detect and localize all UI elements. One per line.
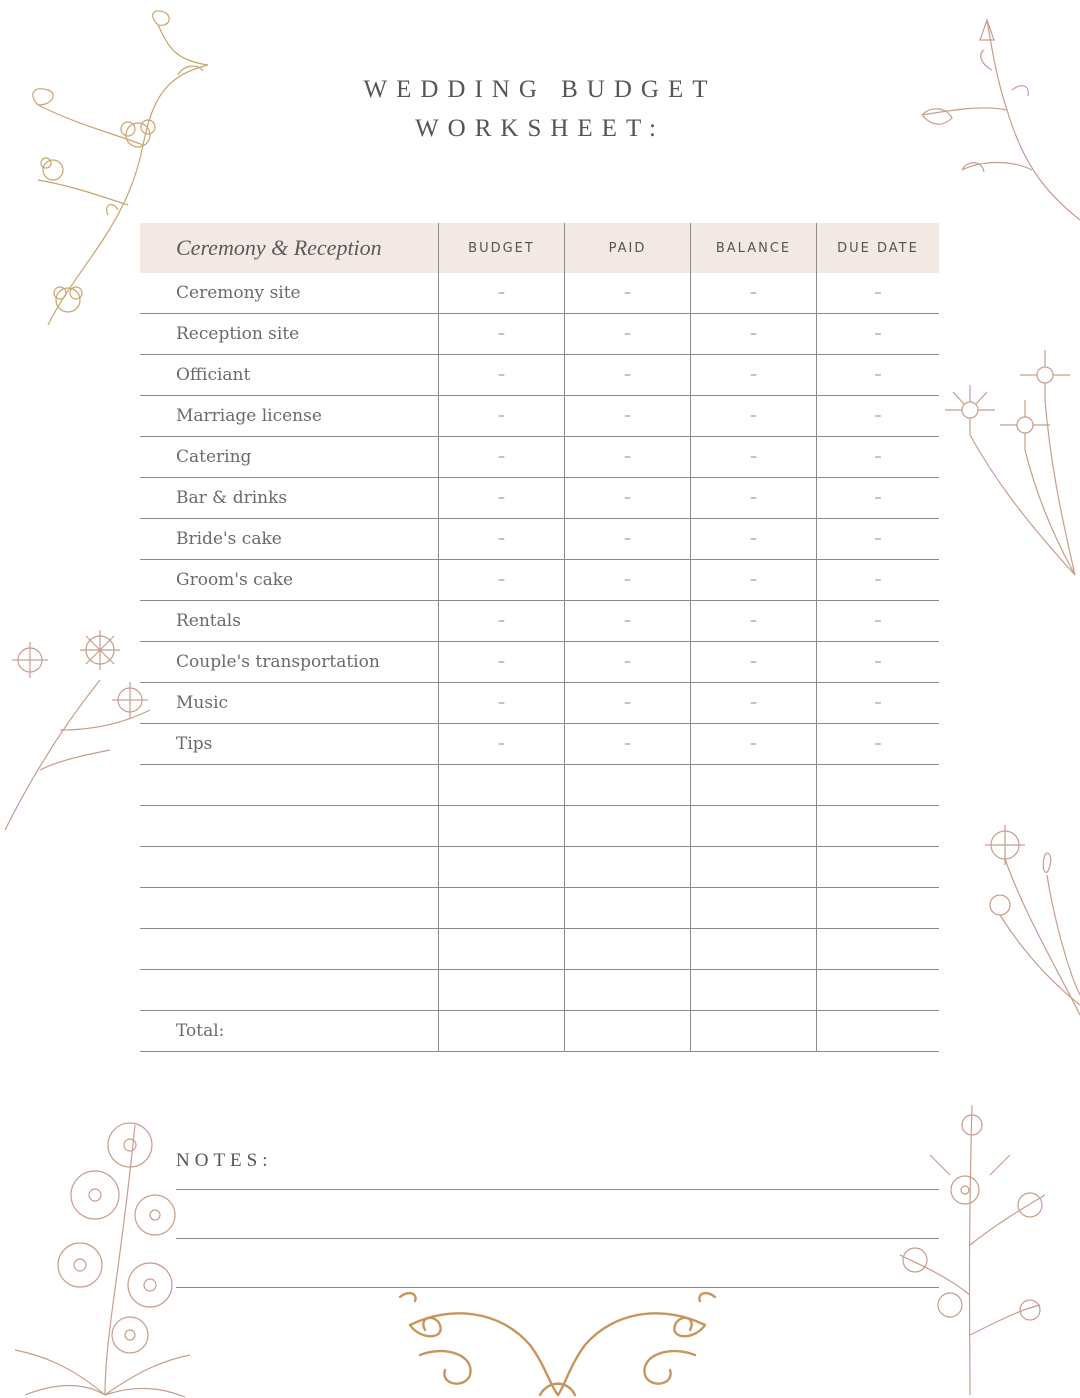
due-date-cell[interactable] (816, 765, 939, 805)
row-label-cell[interactable] (140, 806, 438, 846)
due-date-value: – (874, 654, 882, 670)
column-header-paid (564, 223, 690, 273)
balance-cell[interactable] (690, 970, 816, 1010)
due-date-cell[interactable] (816, 929, 939, 969)
due-date-value: – (874, 695, 882, 711)
page-title (0, 70, 1080, 148)
paid-cell[interactable] (564, 601, 690, 641)
balance-cell[interactable] (690, 601, 816, 641)
balance-value: – (750, 490, 757, 506)
due-date-cell[interactable] (816, 519, 939, 559)
balance-cell[interactable] (690, 642, 816, 682)
budget-value: – (498, 695, 505, 711)
row-label: Marriage license (176, 406, 322, 426)
budget-cell[interactable] (438, 273, 564, 313)
row-label-cell[interactable] (140, 355, 438, 395)
row-label-cell[interactable] (140, 396, 438, 436)
budget-value: – (498, 572, 505, 588)
budget-cell[interactable] (438, 1011, 564, 1051)
paid-cell[interactable] (564, 396, 690, 436)
due-date-cell[interactable] (816, 273, 939, 313)
balance-cell[interactable] (690, 560, 816, 600)
section-title: Ceremony & Reception (176, 235, 382, 260)
budget-cell[interactable] (438, 642, 564, 682)
due-date-value: – (874, 613, 882, 629)
balance-value: – (750, 449, 757, 465)
row-label-cell[interactable] (140, 1011, 438, 1051)
table-row (140, 888, 939, 929)
due-date-value: – (874, 736, 882, 752)
table-header-row (140, 223, 939, 273)
balance-value: – (750, 736, 757, 752)
wildflower-right-lower-icon (975, 815, 1080, 1025)
balance-cell[interactable] (690, 519, 816, 559)
table-row (140, 806, 939, 847)
budget-value: – (498, 285, 505, 301)
balance-cell[interactable] (690, 314, 816, 354)
table-row (140, 396, 939, 437)
paid-cell[interactable] (564, 1011, 690, 1051)
balance-value: – (750, 367, 757, 383)
due-date-value: – (874, 326, 882, 342)
title-line-1: WEDDING BUDGET (363, 76, 717, 103)
balance-cell[interactable] (690, 683, 816, 723)
balance-cell[interactable] (690, 478, 816, 518)
budget-cell[interactable] (438, 970, 564, 1010)
row-label: Total: (176, 1021, 225, 1041)
table-row (140, 437, 939, 478)
budget-cell[interactable] (438, 601, 564, 641)
balance-cell[interactable] (690, 355, 816, 395)
paid-cell[interactable] (564, 929, 690, 969)
row-label-cell[interactable] (140, 601, 438, 641)
budget-value: – (498, 654, 505, 670)
balance-value: – (750, 326, 757, 342)
row-label: Ceremony site (176, 283, 301, 303)
budget-cell[interactable] (438, 314, 564, 354)
paid-cell[interactable] (564, 642, 690, 682)
row-label-cell[interactable] (140, 724, 438, 764)
row-label-cell[interactable] (140, 683, 438, 723)
paid-cell[interactable] (564, 888, 690, 928)
paid-cell[interactable] (564, 314, 690, 354)
budget-cell[interactable] (438, 437, 564, 477)
section-title-cell (140, 223, 438, 273)
paid-cell[interactable] (564, 560, 690, 600)
row-label-cell[interactable] (140, 765, 438, 805)
paid-value: – (624, 367, 631, 383)
paid-cell[interactable] (564, 847, 690, 887)
row-label-cell[interactable] (140, 560, 438, 600)
due-date-value: – (874, 408, 882, 424)
paid-value: – (624, 654, 631, 670)
table-row (140, 519, 939, 560)
row-label: Catering (176, 447, 252, 467)
table-row (140, 314, 939, 355)
row-label: Music (176, 693, 229, 713)
due-date-cell[interactable] (816, 601, 939, 641)
table-row (140, 478, 939, 519)
row-label-cell[interactable] (140, 314, 438, 354)
due-date-cell[interactable] (816, 847, 939, 887)
row-label: Groom's cake (176, 570, 294, 590)
table-row (140, 847, 939, 888)
paid-cell[interactable] (564, 519, 690, 559)
due-date-value: – (874, 490, 882, 506)
paid-value: – (624, 736, 631, 752)
note-line[interactable] (176, 1238, 939, 1239)
paid-value: – (624, 408, 631, 424)
balance-value: – (750, 285, 757, 301)
paid-cell[interactable] (564, 478, 690, 518)
budget-value: – (498, 490, 505, 506)
column-header-label: PAID (608, 240, 647, 256)
balance-cell[interactable] (690, 1011, 816, 1051)
notes-label: NOTES: (176, 1150, 273, 1171)
budget-value: – (498, 449, 505, 465)
due-date-cell[interactable] (816, 724, 939, 764)
budget-cell[interactable] (438, 806, 564, 846)
table-row (140, 601, 939, 642)
budget-value: – (498, 531, 505, 547)
paid-value: – (624, 449, 631, 465)
due-date-cell[interactable] (816, 314, 939, 354)
balance-value: – (750, 654, 757, 670)
paid-cell[interactable] (564, 724, 690, 764)
ornamental-flourish-icon (390, 1285, 725, 1398)
balance-value: – (750, 695, 757, 711)
due-date-cell[interactable] (816, 1011, 939, 1051)
table-row (140, 765, 939, 806)
table-row (140, 1011, 939, 1052)
column-header-label: DUE DATE (837, 240, 919, 256)
budget-cell[interactable] (438, 724, 564, 764)
paid-value: – (624, 490, 631, 506)
row-label-cell[interactable] (140, 929, 438, 969)
orchid-bottom-left-icon (10, 1105, 195, 1398)
column-header-label: BALANCE (715, 240, 792, 256)
balance-cell[interactable] (690, 724, 816, 764)
table-row (140, 273, 939, 314)
row-label-cell[interactable] (140, 437, 438, 477)
balance-cell[interactable] (690, 847, 816, 887)
row-label: Bride's cake (176, 529, 282, 549)
table-row (140, 642, 939, 683)
balance-cell[interactable] (690, 929, 816, 969)
row-label-cell[interactable] (140, 847, 438, 887)
due-date-cell[interactable] (816, 642, 939, 682)
table-row (140, 355, 939, 396)
paid-cell[interactable] (564, 437, 690, 477)
paid-value: – (624, 695, 631, 711)
due-date-cell[interactable] (816, 396, 939, 436)
budget-cell[interactable] (438, 683, 564, 723)
paid-value: – (624, 531, 631, 547)
balance-value: – (750, 572, 757, 588)
budget-cell[interactable] (438, 560, 564, 600)
table-row (140, 970, 939, 1011)
row-label-cell[interactable] (140, 970, 438, 1010)
budget-value: – (498, 736, 505, 752)
due-date-cell[interactable] (816, 806, 939, 846)
budget-cell[interactable] (438, 519, 564, 559)
title-line-2: WORKSHEET: (415, 115, 665, 142)
paid-value: – (624, 285, 631, 301)
balance-cell[interactable] (690, 806, 816, 846)
budget-value: – (498, 613, 505, 629)
column-header-budget (438, 223, 564, 273)
budget-cell[interactable] (438, 888, 564, 928)
budget-cell[interactable] (438, 396, 564, 436)
column-header-balance (690, 223, 816, 273)
paid-cell[interactable] (564, 806, 690, 846)
due-date-value: – (874, 285, 882, 301)
budget-cell[interactable] (438, 478, 564, 518)
table-row (140, 929, 939, 970)
row-label: Tips (176, 734, 213, 754)
paid-cell[interactable] (564, 765, 690, 805)
blossom-branch-bottom-right-icon (890, 1095, 1080, 1398)
due-date-value: – (874, 449, 882, 465)
table-row (140, 683, 939, 724)
row-label-cell[interactable] (140, 478, 438, 518)
table-row (140, 560, 939, 601)
column-header-due-date (816, 223, 939, 273)
paid-cell[interactable] (564, 683, 690, 723)
budget-table (140, 223, 939, 1052)
note-line[interactable] (176, 1287, 939, 1288)
due-date-cell[interactable] (816, 560, 939, 600)
column-header-label: BUDGET (468, 240, 535, 256)
table-row (140, 724, 939, 765)
paid-cell[interactable] (564, 970, 690, 1010)
due-date-cell[interactable] (816, 478, 939, 518)
paid-cell[interactable] (564, 355, 690, 395)
balance-value: – (750, 531, 757, 547)
balance-value: – (750, 613, 757, 629)
budget-cell[interactable] (438, 929, 564, 969)
due-date-cell[interactable] (816, 437, 939, 477)
budget-cell[interactable] (438, 765, 564, 805)
balance-cell[interactable] (690, 273, 816, 313)
row-label: Couple's transportation (176, 652, 380, 672)
due-date-value: – (874, 572, 882, 588)
balance-cell[interactable] (690, 396, 816, 436)
due-date-value: – (874, 367, 882, 383)
balance-value: – (750, 408, 757, 424)
budget-value: – (498, 326, 505, 342)
due-date-cell[interactable] (816, 970, 939, 1010)
paid-value: – (624, 326, 631, 342)
row-label: Officiant (176, 365, 251, 385)
paid-value: – (624, 613, 631, 629)
row-label-cell[interactable] (140, 273, 438, 313)
balance-cell[interactable] (690, 765, 816, 805)
due-date-cell[interactable] (816, 355, 939, 395)
note-line[interactable] (176, 1189, 939, 1190)
due-date-cell[interactable] (816, 888, 939, 928)
due-date-cell[interactable] (816, 683, 939, 723)
budget-cell[interactable] (438, 355, 564, 395)
budget-value: – (498, 408, 505, 424)
row-label-cell[interactable] (140, 888, 438, 928)
budget-value: – (498, 367, 505, 383)
row-label: Rentals (176, 611, 241, 631)
due-date-value: – (874, 531, 882, 547)
row-label-cell[interactable] (140, 519, 438, 559)
budget-cell[interactable] (438, 847, 564, 887)
paid-cell[interactable] (564, 273, 690, 313)
row-label: Reception site (176, 324, 300, 344)
balance-cell[interactable] (690, 437, 816, 477)
row-label-cell[interactable] (140, 642, 438, 682)
balance-cell[interactable] (690, 888, 816, 928)
wildflower-right-icon (935, 340, 1080, 580)
paid-value: – (624, 572, 631, 588)
row-label: Bar & drinks (176, 488, 288, 508)
